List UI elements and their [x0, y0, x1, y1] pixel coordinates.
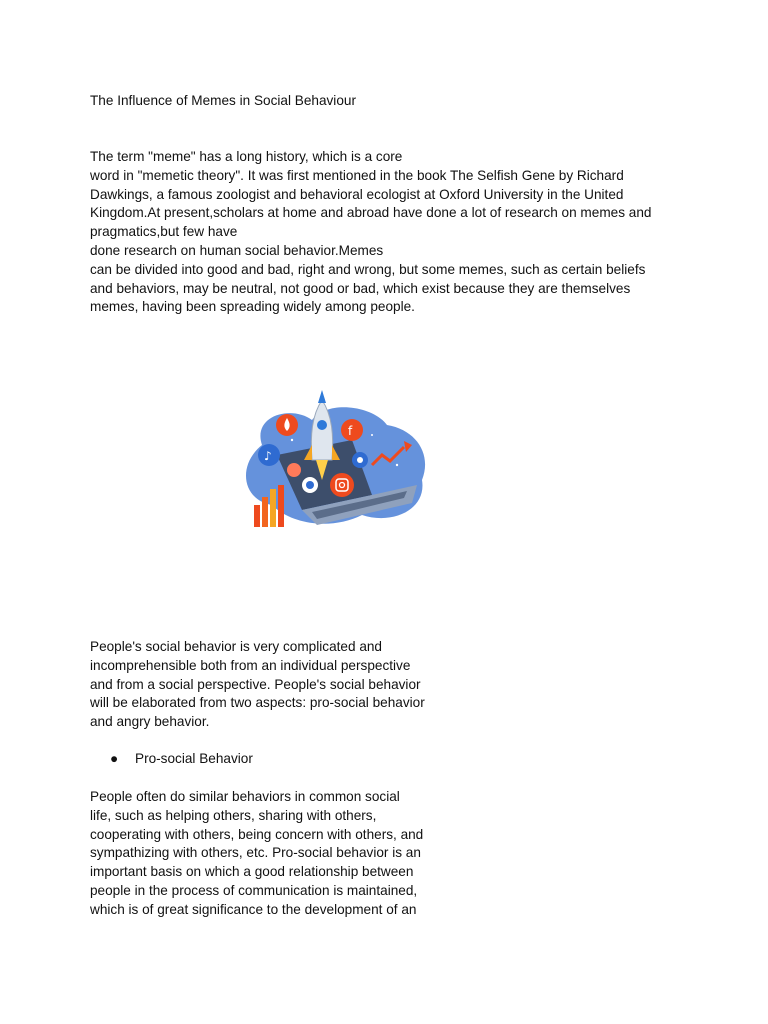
- bar-icon: [254, 505, 260, 527]
- prosocial-paragraph: [90, 788, 423, 920]
- bullet-icon: ●: [110, 751, 119, 766]
- text-line: People often do similar behaviors in common social: [90, 789, 400, 804]
- bullet-item: [110, 750, 253, 769]
- text-line: sympathizing with others, etc. Pro-social behavior is an: [90, 845, 421, 861]
- intro-paragraph: [90, 148, 651, 317]
- page-title: The Influence of Memes in Social Behaviour: [90, 93, 356, 108]
- behavior-intro-paragraph: [90, 638, 425, 732]
- text-line: which is of great significance to the development of an: [90, 901, 417, 917]
- text-line: life, such as helping others, sharing with others,: [90, 807, 377, 823]
- text-line: and angry behavior.: [90, 714, 210, 730]
- text-line: can be divided into good and bad, right and wrong, but some memes, such as certain beliefs: [90, 261, 646, 277]
- text-line: incomprehensible both from an individual perspective: [90, 657, 411, 673]
- bullet-label: Pro-social Behavior: [135, 751, 253, 766]
- text-line: important basis on which a good relationship between: [90, 864, 414, 880]
- text-line: and behaviors, may be neutral, not good or bad, which exist because they are themselves: [90, 280, 631, 296]
- text-line: and from a social perspective. People's social behavior: [90, 676, 421, 692]
- text-line: done research on human social behavior.Memes: [90, 242, 384, 258]
- text-line: people in the process of communication is maintained,: [90, 882, 418, 898]
- text-line: word in "memetic theory". It was first mentioned in the book The Selfish Gene by Richard: [90, 167, 624, 183]
- text-line: pragmatics,but few have: [90, 224, 238, 240]
- text-line: cooperating with others, being concern with others, and: [90, 826, 424, 842]
- instagram-icon: [330, 473, 354, 497]
- text-line: Dawkings, a famous zoologist and behavioral ecologist at Oxford University in the United: [90, 186, 624, 202]
- heart-icon: [287, 463, 301, 477]
- text-line: memes, having been spreading widely among people.: [90, 299, 415, 315]
- text-line: Kingdom.At present,scholars at home and abroad have done a lot of research on memes and: [90, 205, 652, 221]
- text-line: People's social behavior is very complicated and: [90, 639, 382, 654]
- text-line: The term "meme" has a long history, which is a core: [90, 149, 403, 164]
- social-media-rocket-laptop-illustration: [222, 385, 442, 535]
- svg-text:f: f: [348, 424, 353, 438]
- svg-text:♪: ♪: [264, 449, 272, 463]
- text-line: will be elaborated from two aspects: pro-social behavior: [90, 695, 425, 711]
